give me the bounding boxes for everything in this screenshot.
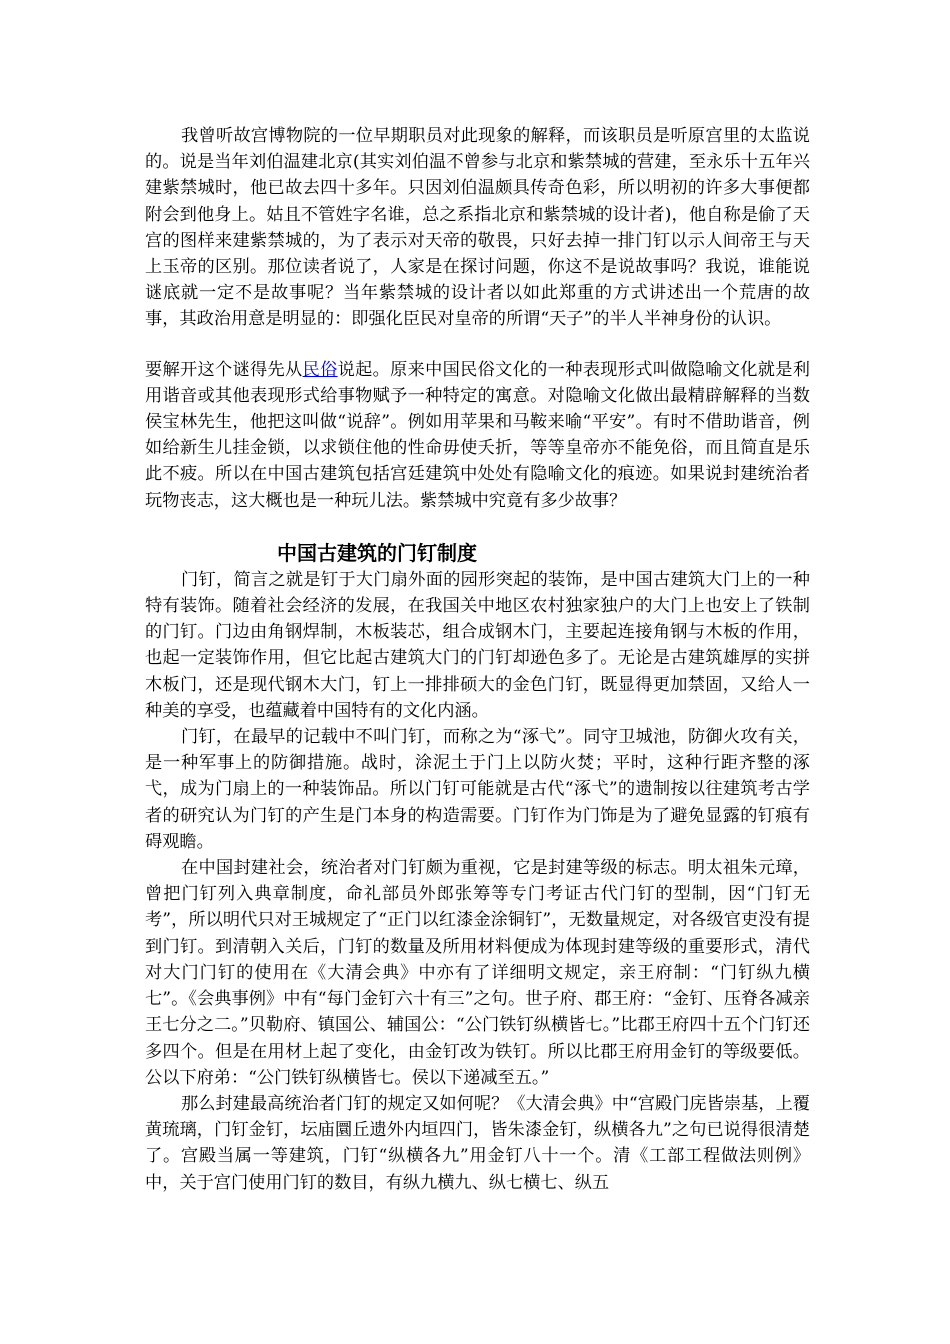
intro-paragraph-2-text-start: 要解开这个谜得先从 <box>145 359 303 380</box>
intro-paragraph-1: 我曾听故宫博物院的一位早期职员对此现象的解释，而该职员是听原宫里的太监说的。说是当年刘伯温建北京(其实刘伯温不曾参与北京和紫禁城的营建，至永乐十五年兴建紫禁城时，他已故去四十多年。只因刘伯温颇具传奇色彩，所以明初的许多大事便都附会到他身上。姑且不管姓字名谁，总之系指北京和紫禁城的设计者)，他自称是偷了天宫的图样来建紫禁城的，为了表示对天帝的敬畏，只好去掉一排门钉以示人间帝王与天上玉帝的区别。那位读者说了，人家是在探讨问题，你这不是说故事吗？我说，谁能说谜底就一定不是故事呢？当年紫禁城的设计者以如此郑重的方式讲述出一个荒唐的故事，其政治用意是明显的：即强化臣民对皇帝的所谓“天子”的半人半神身份的认识。 <box>145 126 810 330</box>
paragraph-gap <box>145 333 810 357</box>
section-heading: 中国古建筑的门钉制度 <box>277 540 477 565</box>
folk-custom-link[interactable]: 民俗 <box>302 359 338 380</box>
section-paragraph-3: 在中国封建社会，统治者对门钉颇为重视，它是封建等级的标志。明太祖朱元璋，曾把门钉列入典章制度，命礼部员外郎张筹等专门考证古代门钉的型制，因“门钉无考”，所以明代只对王城规定了“正门以红漆金涂铜钉”，无数量规定，对各级官吏没有提到门钉。到清朝入关后，门钉的数量及所用材料便成为体现封建等级的重要形式，清代对大门门钉的使用在《大清会典》中亦有了详细明文规定，亲王府制：“门钉纵九横七”。《会典事例》中有“每门金钉六十有三”之句。世子府、郡王府：“金钉、压脊各减亲王七分之二。”贝勒府、镇国公、辅国公：“公门铁钉纵横皆七。”比郡王府四十五个门钉还多四个。但是在用材上起了变化，由金钉改为铁钉。所以比郡王府用金钉的等级要低。公以下府弟：“公门铁钉纵横皆七。侯以下递减至五。” <box>145 858 810 1088</box>
paragraph-gap <box>145 514 810 539</box>
document-page <box>145 123 810 1196</box>
section-paragraph-4: 那么封建最高统治者门钉的规定又如何呢？《大清会典》中“宫殿门庑皆崇基，上覆黄琉璃，门钉金钉，坛庙圜丘遗外内垣四门，皆朱漆金钉，纵横各九”之句已说得很清楚了。宫殿当属一等建筑，门钉“纵横各九”用金钉八十一个。清《工部工程做法则例》中，关于宫门使用门钉的数目，有纵九横九、纵七横七、纵五 <box>145 1093 810 1193</box>
section-paragraph-2: 门钉，在最早的记载中不叫门钉，而称之为“涿弋”。同守卫城池，防御火攻有关，是一种军事上的防御措施。战时，涂泥土于门上以防火焚；平时，这种行距齐整的涿弋，成为门扇上的一种装饰品。所以门钉可能就是古代“涿弋”的遗制按以往建筑考古学者的研究认为门钉的产生是门本身的构造需要。门钉作为门饰是为了避免显露的钉痕有碍观瞻。 <box>145 727 810 852</box>
section-paragraph-1: 门钉，简言之就是钉于大门扇外面的园形突起的装饰，是中国古建筑大门上的一种特有装饰。随着社会经济的发展，在我国关中地区农村独家独户的大门上也安上了铁制的门钉。门边由角钢焊制，木板装芯，组合成钢木门，主要起连接角钢与木板的作用，也起一定装饰作用，但它比起古建筑大门的门钉却逊色多了。无论是古建筑雄厚的实拼木板门，还是现代钢木大门，钉上一排排硕大的金色门钉，既显得更加禁固，又给人一种美的享受，也蕴藏着中国特有的文化内涵。 <box>145 569 810 721</box>
intro-paragraph-2 <box>145 357 810 514</box>
intro-paragraph-2-text-end: 说起。原来中国民俗文化的一种表现形式叫做隐喻文化就是利用谐音或其他表现形式给事物赋予一种特定的寓意。对隐喻文化做出最精辟解释的当数侯宝林先生，他把这叫做“说辞”。例如用苹果和马鞍来喻“平安”。有时不借助谐音，例如给新生儿挂金锁，以求锁住他的性命毋使夭折，等等皇帝亦不能免俗，而且简直是乐此不疲。所以在中国古建筑包括宫廷建筑中处处有隐喻文化的痕迹。如果说封建统治者玩物丧志，这大概也是一种玩儿法。紫禁城中究竟有多少故事？ <box>145 359 810 511</box>
